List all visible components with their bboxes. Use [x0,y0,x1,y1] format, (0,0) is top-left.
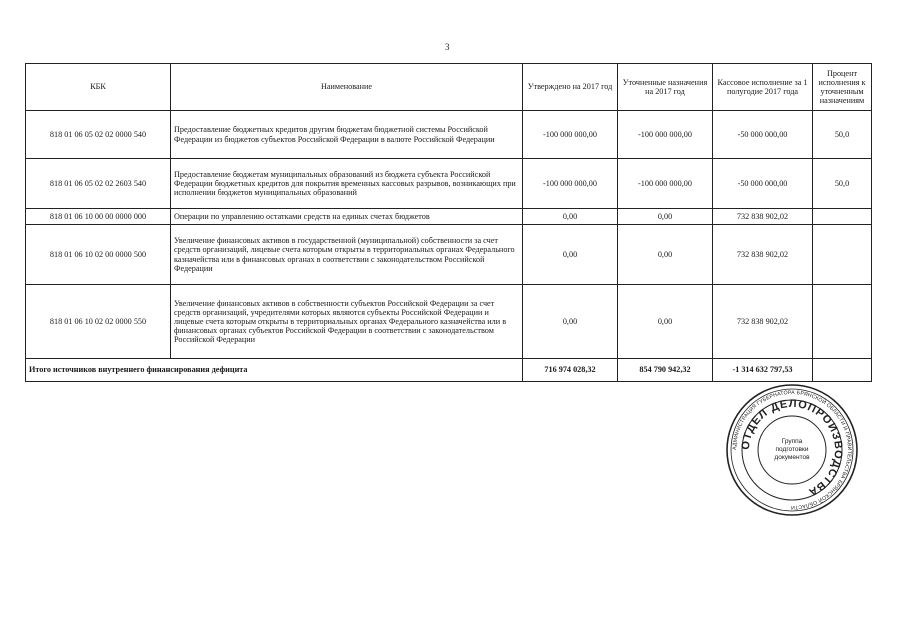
header-name: Наименование [171,64,523,111]
row-specified: 0,00 [618,285,713,359]
total-specified: 854 790 942,32 [618,359,713,382]
page-number: 3 [445,42,450,52]
row-cash: -50 000 000,00 [713,111,813,159]
stamp-center [760,418,824,482]
row-name: Увеличение финансовых активов в государственной (муниципальной) собственности за счет средств организаций, лицевые счета которым открыты в территориальных органах Федерального казначейства или в финансовых органах в соответствии с законодательством Российской Федерации [171,225,523,285]
table-header-row [26,64,872,111]
header-kbk: КБК [26,64,171,111]
row-percent: 50,0 [813,159,872,209]
table-row [26,209,872,225]
row-name: Предоставление бюджетам муниципальных образований из бюджета субъекта Российской Федерации бюджетных кредитов для покрытия временных кассовых разрывов, возникающих при исполнении бюджетов муниципальных образований [171,159,523,209]
stamp-department-text: ОТДЕЛ ДЕЛОПРОИЗВОДСТВА [739,397,845,499]
header-specified: Уточненные назначения на 2017 год [618,64,713,111]
row-name: Операции по управлению остатками средств на единых счетах бюджетов [171,209,523,225]
row-approved: 0,00 [523,209,618,225]
header-percent: Процент исполнения к уточненным назначениям [813,64,872,111]
row-kbk: 818 01 06 05 02 02 2603 540 [26,159,171,209]
row-cash: 732 838 902,02 [713,285,813,359]
stamp-line-1: Группа [781,438,803,446]
header-approved: Утверждено на 2017 год [523,64,618,111]
total-label: Итого источников внутреннего финансирования дефицита [26,359,523,382]
total-cash: -1 314 632 797,53 [713,359,813,382]
row-kbk: 818 01 06 10 02 00 0000 500 [26,225,171,285]
total-percent [813,359,872,382]
row-percent [813,285,872,359]
header-cash: Кассовое исполнение за 1 полугодие 2017 года [713,64,813,111]
row-approved: 0,00 [523,225,618,285]
row-kbk: 818 01 06 10 02 02 0000 550 [26,285,171,359]
row-percent [813,225,872,285]
row-name: Увеличение финансовых активов в собственности субъектов Российской Федерации за счет средств организаций, учредителями которых являются субъекты Российской Федерации и лицевые счета которым открыты в территориальных органах Федерального казначейства или в финансовых органах субъектов Российской Федерации в соответствии с законодательством Российской Федерации [171,285,523,359]
row-percent [813,209,872,225]
row-percent: 50,0 [813,111,872,159]
table-row [26,159,872,209]
row-specified: -100 000 000,00 [618,111,713,159]
budget-sources-table [25,63,872,382]
row-specified: 0,00 [618,225,713,285]
row-kbk: 818 01 06 10 00 00 0000 000 [26,209,171,225]
row-cash: 732 838 902,02 [713,209,813,225]
row-approved: 0,00 [523,285,618,359]
row-specified: -100 000 000,00 [618,159,713,209]
row-name: Предоставление бюджетных кредитов другим бюджетам бюджетной системы Российской Федерации из бюджетов субъектов Российской Федерации в валюте Российской Федерации [171,111,523,159]
row-specified: 0,00 [618,209,713,225]
row-cash: -50 000 000,00 [713,159,813,209]
stamp-line-2: подготовки [775,446,809,454]
row-approved: -100 000 000,00 [523,159,618,209]
table-row [26,225,872,285]
stamp-line-3: документов [774,453,810,461]
row-kbk: 818 01 06 05 02 02 0000 540 [26,111,171,159]
stamp-ring-text: АДМИНИСТРАЦИЯ ГУБЕРНАТОРА БРЯНСКОЙ ОБЛАСТИ И ПРАВИТЕЛЬСТВА БРЯНСКОЙ ОБЛАСТИ [731,389,853,511]
table-row [26,111,872,159]
row-cash: 732 838 902,02 [713,225,813,285]
total-row [26,359,872,382]
row-approved: -100 000 000,00 [523,111,618,159]
table-row [26,285,872,359]
official-stamp [724,382,860,518]
total-approved: 716 974 028,32 [523,359,618,382]
